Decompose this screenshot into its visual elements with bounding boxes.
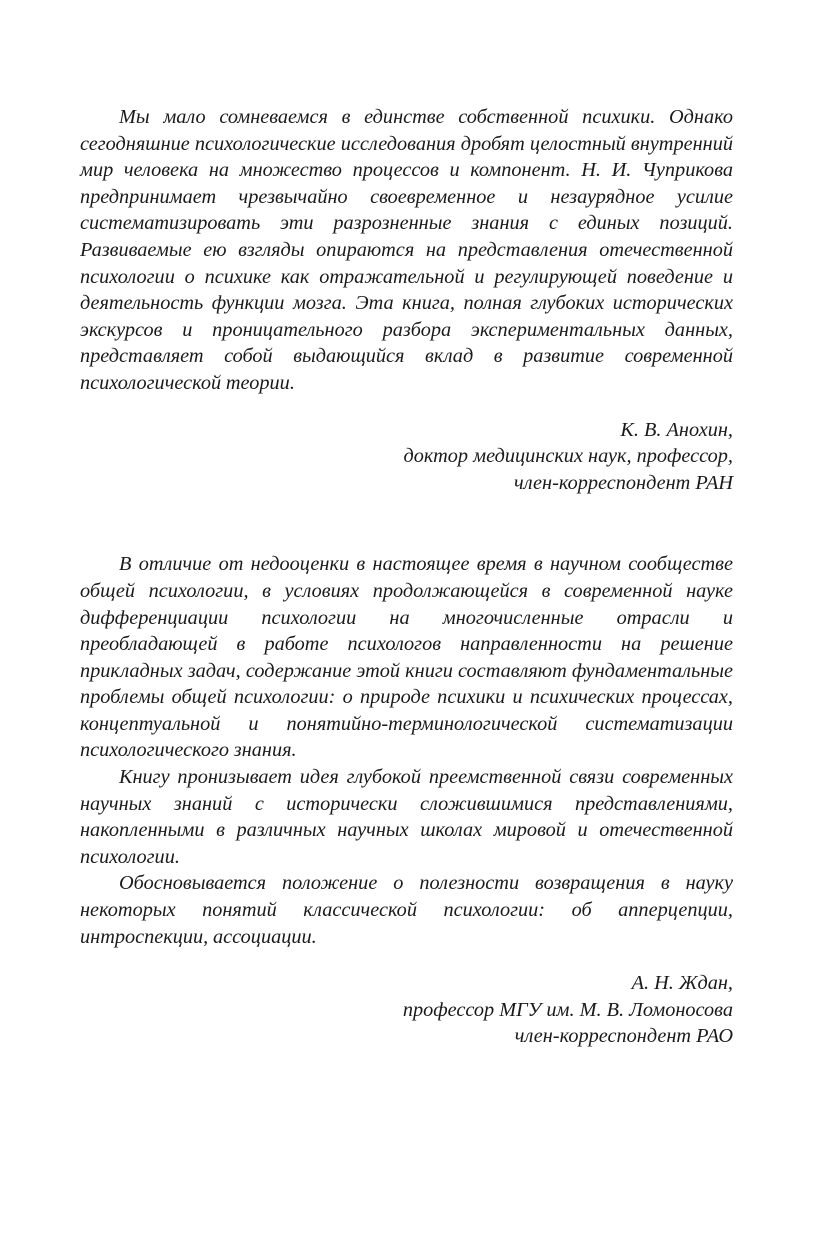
signature-title: профессор МГУ им. М. В. Ломоносова xyxy=(402,998,733,1021)
signature-affiliation: член-корреспондент РАО xyxy=(514,1025,733,1048)
signature-name: К. В. Анохин, xyxy=(620,418,733,441)
signature-name: А. Н. Ждан, xyxy=(631,972,733,995)
signature-zhdan xyxy=(80,970,733,1050)
endorsement-anokhin xyxy=(80,104,733,496)
endorsement-paragraph: Книгу пронизывает идея глубокой преемственной связи современных научных знаний с исторически сложившимися представлениями, накопленными в различных научных школах мировой и отечественной психологии. xyxy=(80,766,733,868)
endorsement-paragraph: В отличие от недооценки в настоящее время в научном сообществе общей психологии, в условиях продолжающейся в современной науке дифференциации психологии на многочисленные отрасли и преобладающей в работе психологов направленности на решение прикладных задач, содержание этой книги составляют фундаментальные проблемы общей психологии: о природе психики и психических процессах, концептуальной и понятийно-терминологической систематизации психологического знания. xyxy=(80,553,733,762)
signature-anokhin xyxy=(80,417,733,497)
book-page xyxy=(80,104,733,1050)
endorsement-paragraph: Обосновывается положение о полезности возвращения в науку некоторых понятий классической психологии: об апперцепции, интроспекции, ассоциации. xyxy=(80,872,733,948)
endorsement-paragraph: Мы мало сомневаемся в единстве собственной психики. Однако сегодняшние психологические исследования дробят целостный внутренний мир человека на множество процессов и компонент. Н. И. Чуприкова предпринимает чрезвычайно своевременное и незаурядное усилие систематизировать эти разрозненные знания с единых позиций. Развиваемые ею взгляды опираются на представления отечественной психологии о психике как отражательной и регулирующей поведение и деятельность функции мозга. Эта книга, полная глубоких исторических экскурсов и проницательного разбора экспериментальных данных, представляет собой выдающийся вклад в развитие современной психологической теории. xyxy=(80,106,733,394)
endorsement-zhdan xyxy=(80,551,733,1050)
signature-affiliation: член-корреспондент РАН xyxy=(514,471,733,494)
signature-title: доктор медицинских наук, профессор, xyxy=(403,445,733,468)
